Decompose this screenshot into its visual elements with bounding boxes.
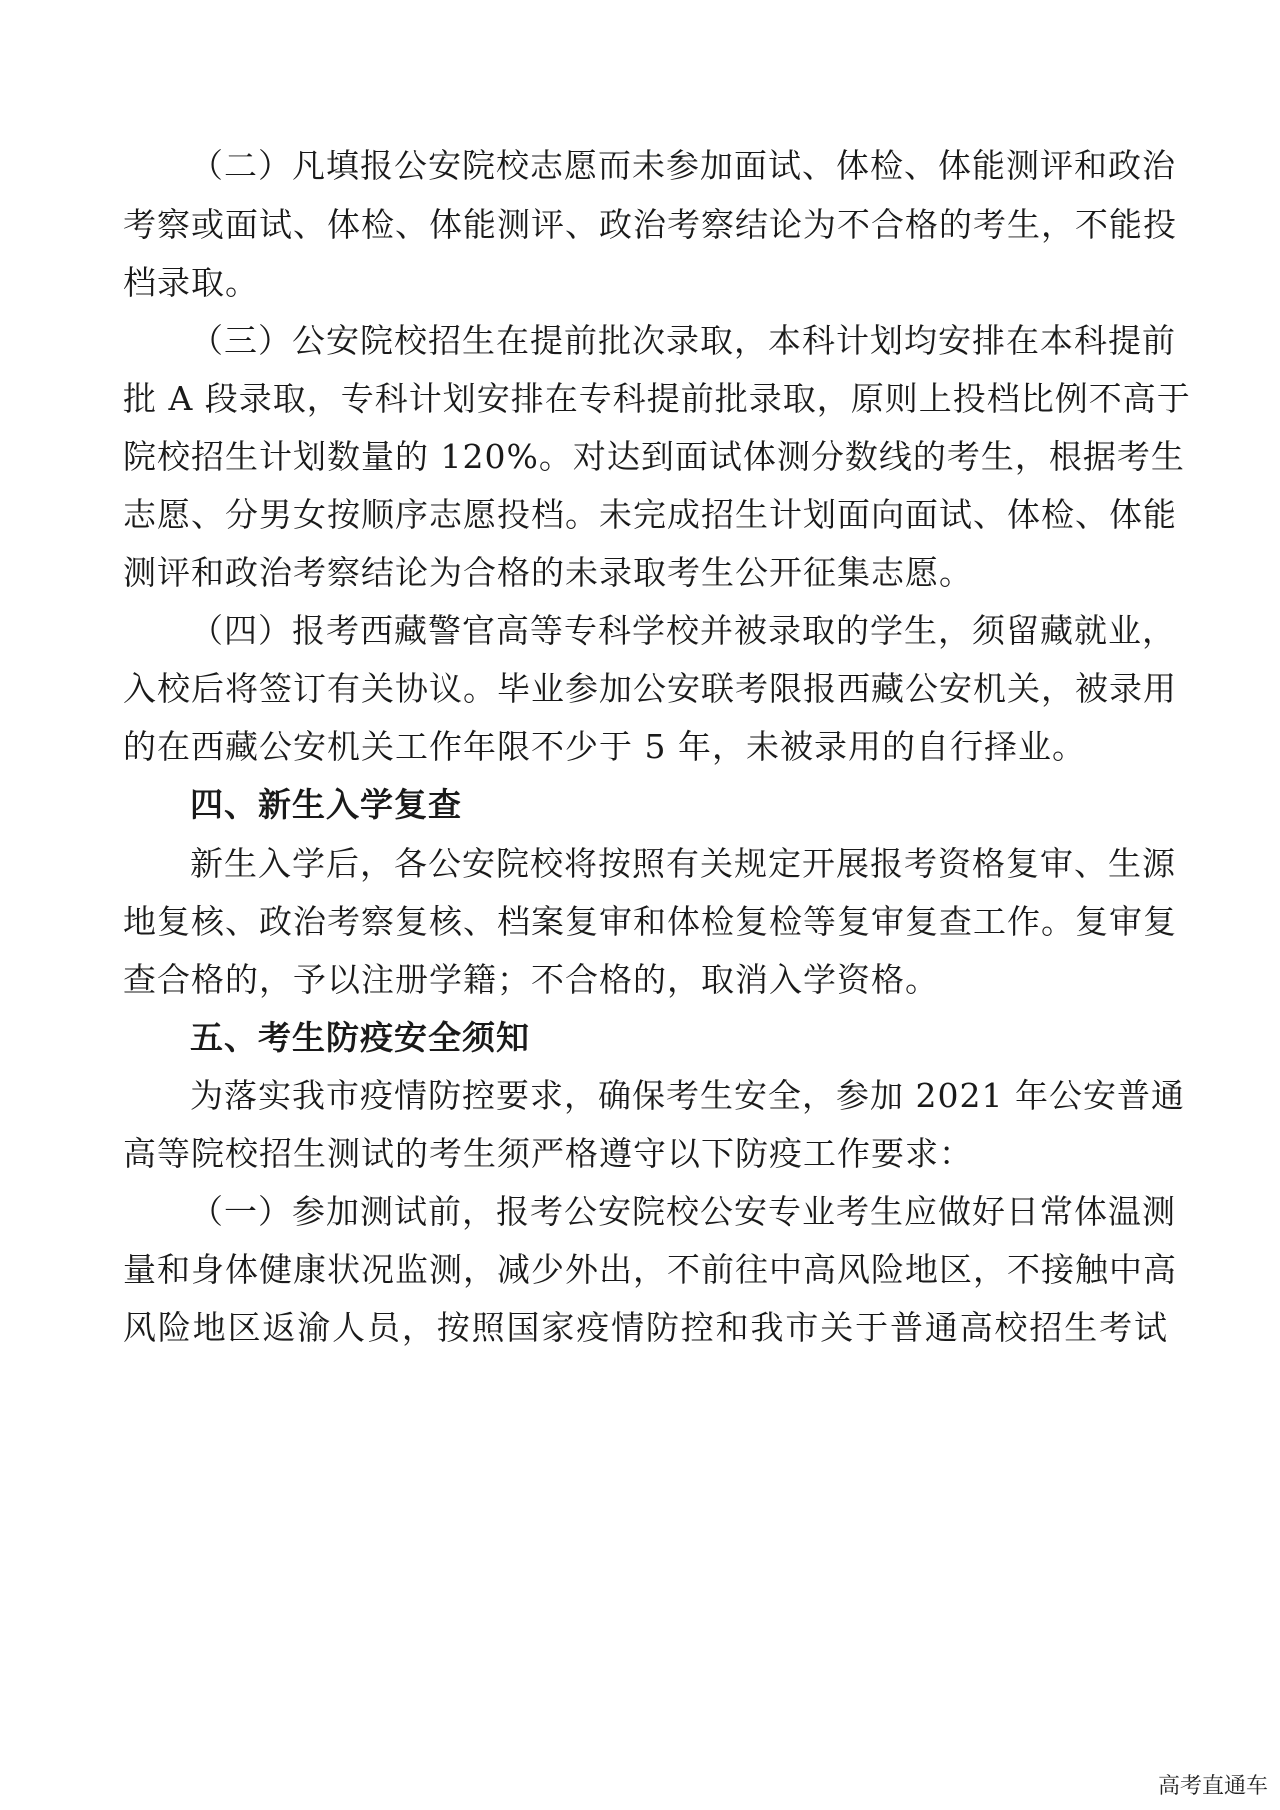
section-heading-4: 四、新生入学复查 [190,785,462,824]
paragraph-3-line-5: 测评和政治考察结论为合格的未录取考生公开征集志愿。 [123,553,973,592]
paragraph-4-line-2: 入校后将签订有关协议。毕业参加公安联考限报西藏公安机关，被录用 [123,669,1177,708]
paragraph-2-line-3: 档录取。 [123,263,259,302]
paragraph-7-line-3: 风险地区返渝人员，按照国家疫情防控和我市关于普通高校招生考试 [123,1308,1168,1347]
paragraph-5-line-3: 查合格的，予以注册学籍；不合格的，取消入学资格。 [123,960,939,999]
source-watermark: 高考直通车 [1154,1772,1272,1802]
paragraph-3-line-4: 志愿、分男女按顺序志愿投档。未完成招生计划面向面试、体检、体能 [123,495,1177,534]
paragraph-5-line-2: 地复核、政治考察复核、档案复审和体检复检等复审复查工作。复审复 [123,902,1177,941]
paragraph-4-line-1: （四）报考西藏警官高等专科学校并被录取的学生，须留藏就业， [190,611,1176,650]
paragraph-6-line-2: 高等院校招生测试的考生须严格遵守以下防疫工作要求： [123,1134,973,1173]
paragraph-4-line-3: 的在西藏公安机关工作年限不少于 5 年，未被录用的自行择业。 [123,727,1086,766]
paragraph-7-line-1: （一）参加测试前，报考公安院校公安专业考生应做好日常体温测 [190,1192,1176,1231]
paragraph-5-line-1: 新生入学后，各公安院校将按照有关规定开展报考资格复审、生源 [190,844,1176,883]
paragraph-2-line-2: 考察或面试、体检、体能测评、政治考察结论为不合格的考生，不能投 [123,205,1177,244]
paragraph-2-line-1: （二）凡填报公安院校志愿而未参加面试、体检、体能测评和政治 [190,146,1176,185]
paragraph-3-line-3: 院校招生计划数量的 120%。对达到面试体测分数线的考生，根据考生 [123,437,1185,476]
section-heading-5: 五、考生防疫安全须知 [190,1018,530,1057]
paragraph-3-line-1: （三）公安院校招生在提前批次录取，本科计划均安排在本科提前 [190,321,1176,360]
paragraph-3-line-2: 批 A 段录取，专科计划安排在专科提前批录取，原则上投档比例不高于 [123,379,1191,418]
paragraph-6-line-1: 为落实我市疫情防控要求，确保考生安全，参加 2021 年公安普通 [190,1076,1185,1115]
paragraph-7-line-2: 量和身体健康状况监测，减少外出，不前往中高风险地区，不接触中高 [123,1250,1177,1289]
